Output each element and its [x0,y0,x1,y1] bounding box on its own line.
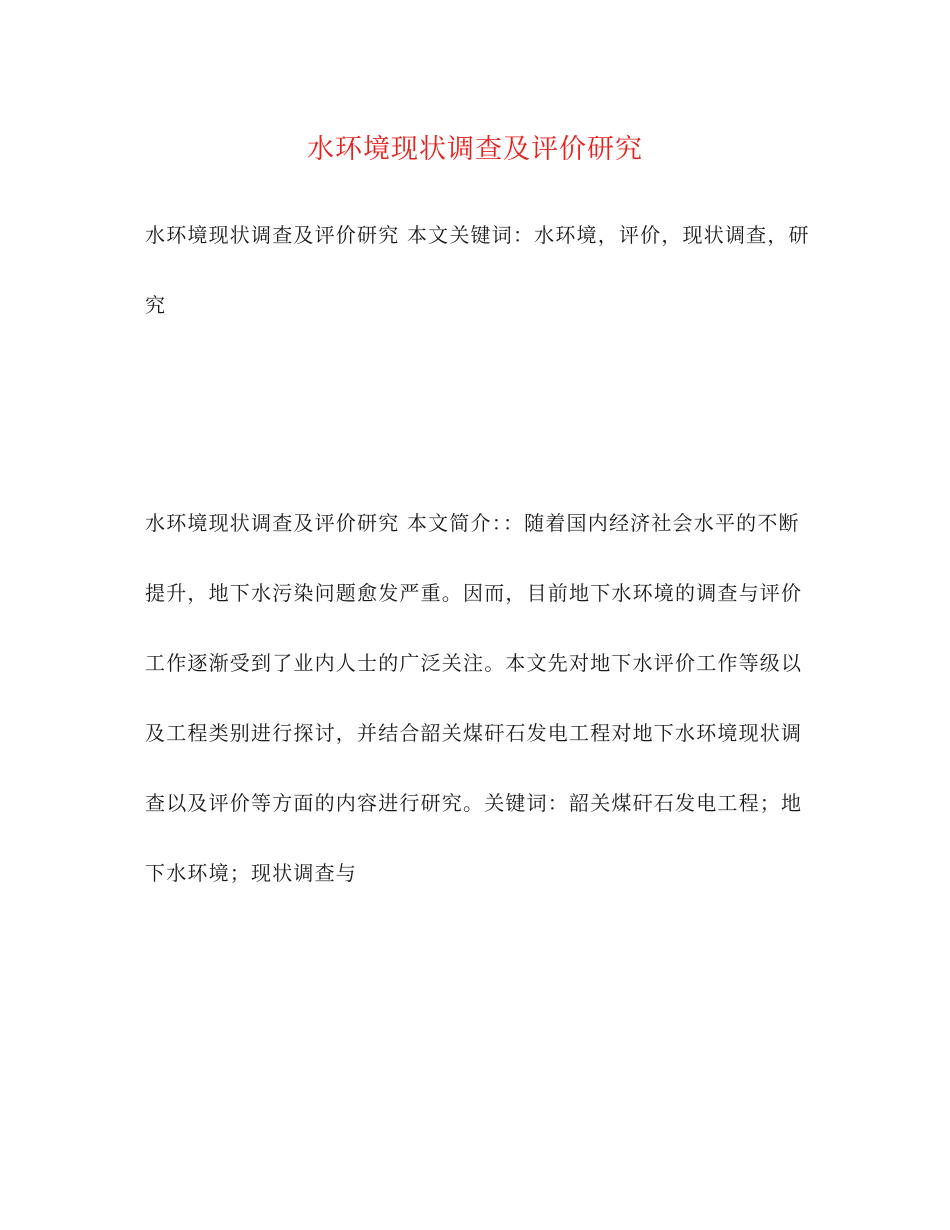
intro-paragraph: 水环境现状调查及评价研究 本文简介：：随着国内经济社会水平的不断提升，地下水污染问题愈发严重。因而，目前地下水环境的调查与评价工作逐渐受到了业内人士的广泛关注。本文先对地下水评价工作等级以及工程类别进行探讨，并结合韶关煤矸石发电工程对地下水环境现状调查以及评价等方面的内容进行研究。关键词：韶关煤矸石发电工程；地下水环境；现状调查与 [145,511,803,885]
keywords-paragraph: 水环境现状调查及评价研究 本文关键词：水环境，评价，现状调查，研究 [145,223,810,317]
document-title: 水环境现状调查及评价研究 [307,134,643,165]
